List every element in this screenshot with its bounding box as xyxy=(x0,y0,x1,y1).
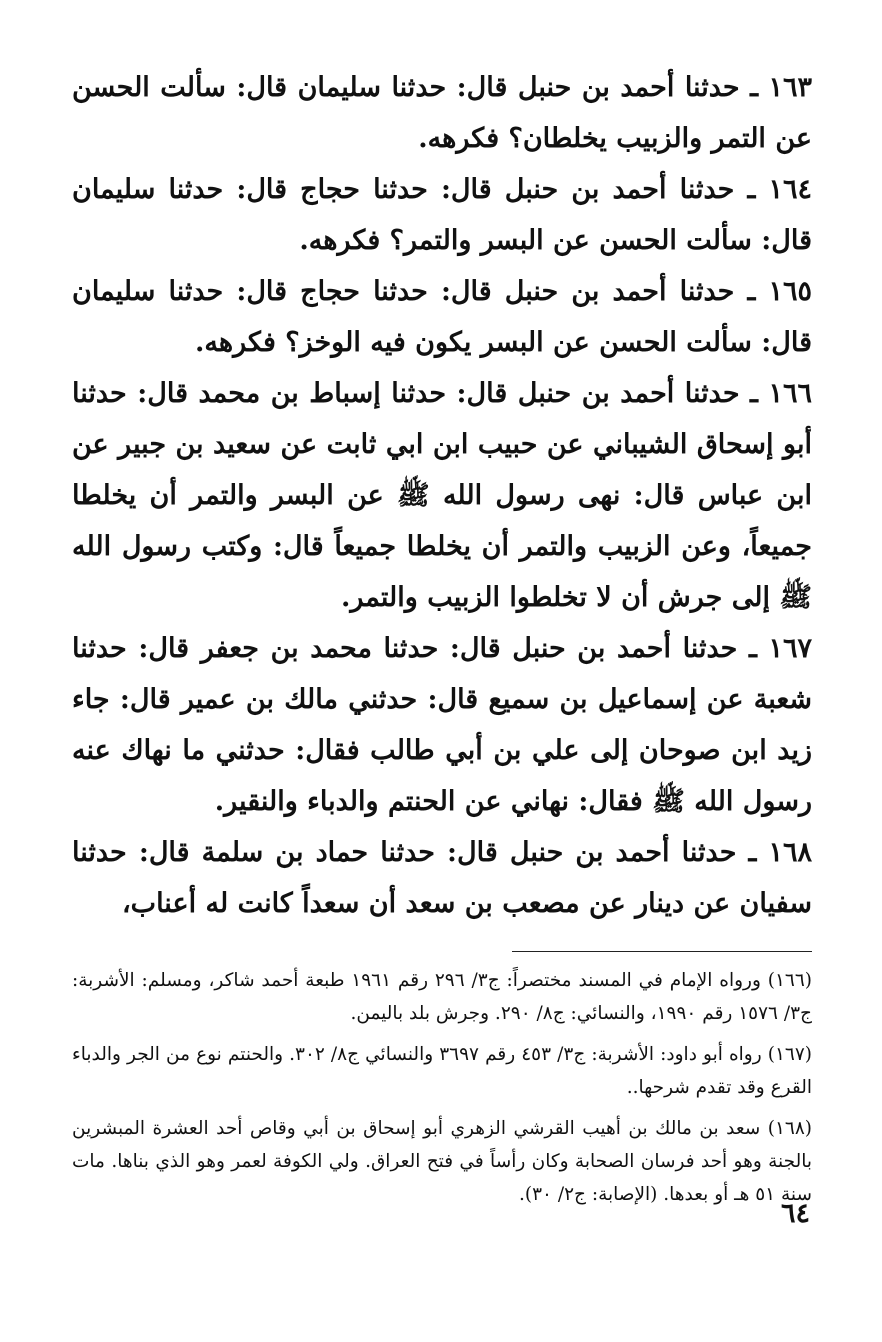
page-number: ٦٤ xyxy=(780,1198,810,1229)
page-body xyxy=(72,62,812,1219)
hadith-163: ١٦٣ ـ حدثنا أحمد بن حنبل قال: حدثنا سليمان قال: سألت الحسن عن التمر والزبيب يخلطان؟ فكرهه. xyxy=(72,72,812,154)
hadith-168: ١٦٨ ـ حدثنا أحمد بن حنبل قال: حدثنا حماد بن سلمة قال: حدثنا سفيان عن دينار عن مصعب بن سعد أن سعداً كانت له أعناب، xyxy=(72,837,812,919)
main-text xyxy=(72,62,812,929)
footnote-168: (١٦٨) سعد بن مالك بن أهيب القرشي الزهري أبو إسحاق بن أبي وقاص أحد العشرة المبشرين بالجنة وهو أحد فرسان الصحابة وكان رأساً في فتح العراق. ولي الكوفة لعمر وهو الذي بناها. مات سنة ٥١ هـ أو بعدها. (الإصابة: ج٢/ ٣٠). xyxy=(72,1118,812,1205)
footnotes xyxy=(72,964,812,1211)
footnote-167: (١٦٧) رواه أبو داود: الأشربة: ج٣/ ٤٥٣ رقم ٣٦٩٧ والنسائي ج٨/ ٣٠٢. والحنتم نوع من الجر والدباء القرع وقد تقدم شرحها.. xyxy=(72,1044,812,1098)
hadith-166: ١٦٦ ـ حدثنا أحمد بن حنبل قال: حدثنا إسباط بن محمد قال: حدثنا أبو إسحاق الشيباني عن حبيب ابن ابي ثابت عن سعيد بن جبير عن ابن عباس قال: نهى رسول الله ﷺ عن البسر والتمر أن يخلطا جميعاً، وعن الزبيب والتمر أن يخلطا جميعاً قال: وكتب رسول الله ﷺ إلى جرش أن لا تخلطوا الزبيب والتمر. xyxy=(72,378,812,613)
hadith-167: ١٦٧ ـ حدثنا أحمد بن حنبل قال: حدثنا محمد بن جعفر قال: حدثنا شعبة عن إسماعيل بن سميع قال: حدثني مالك بن عمير قال: جاء زيد ابن صوحان إلى علي بن أبي طالب فقال: حدثني ما نهاك عنه رسول الله ﷺ فقال: نهاني عن الحنتم والدباء والنقير. xyxy=(72,633,812,817)
footnote-166: (١٦٦) ورواه الإمام في المسند مختصراً: ج٣/ ٢٩٦ رقم ١٩٦١ طبعة أحمد شاكر، ومسلم: الأشربة: ج٣/ ١٥٧٦ رقم ١٩٩٠، والنسائي: ج٨/ ٢٩٠. وجرش بلد باليمن. xyxy=(72,970,813,1024)
footnote-divider xyxy=(512,951,812,952)
hadith-164: ١٦٤ ـ حدثنا أحمد بن حنبل قال: حدثنا حجاج قال: حدثنا سليمان قال: سألت الحسن عن البسر والتمر؟ فكرهه. xyxy=(72,174,812,256)
hadith-165: ١٦٥ ـ حدثنا أحمد بن حنبل قال: حدثنا حجاج قال: حدثنا سليمان قال: سألت الحسن عن البسر يكون فيه الوخز؟ فكرهه. xyxy=(72,276,812,358)
